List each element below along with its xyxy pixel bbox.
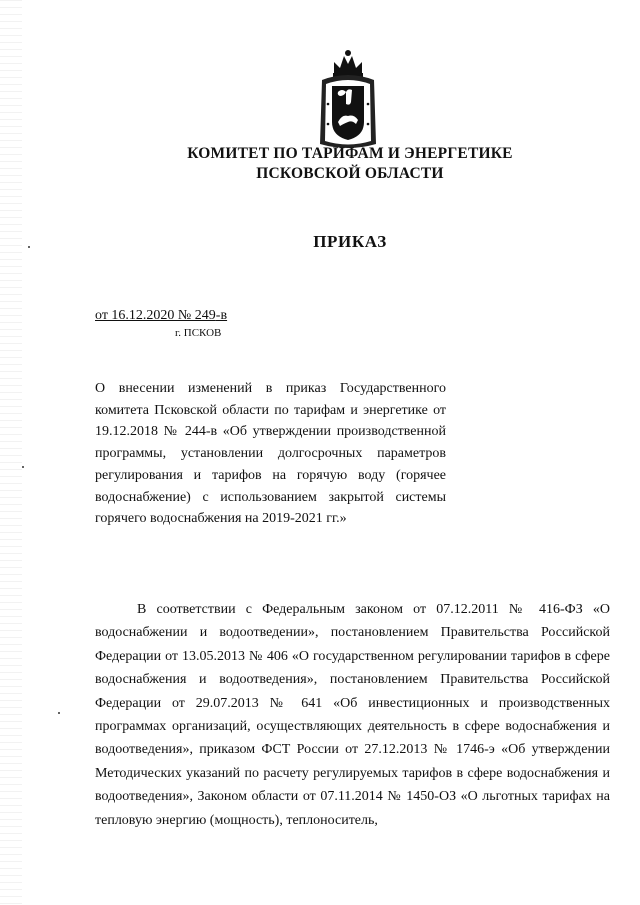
- document-body-paragraph: В соответствии с Федеральным законом от 07.12.2011 № 416-ФЗ «О водоснабжении и водоотведении», постановлением Правительства Российской Федерации от 13.05.2013 № 406 «О государственном регулировании тарифов в сфере водоснабжения и водоотведения», постановлением Правительства Российской Федерации от 29.07.2013 № 641 «Об инвестиционных и производственных программах организаций, осуществляющих деятельность в сфере водоснабжения и водоотведения», приказом ФСТ России от 27.12.2013 № 1746-э «Об утверждении Методических указаний по расчету регулируемых тарифов в сфере водоснабжения и водоотведения», Законом области от 07.11.2014 № 1450-ОЗ «О льготных тарифах на тепловую энергию (мощность), теплоноситель,: [95, 602, 610, 828]
- document-subject: О внесении изменений в приказ Государственного комитета Псковской области по тарифам и энергетике от 19.12.2018 № 244-в «Об утверждении производственной программы, установлении долгосрочных параметров регулирования и тарифов на горячую воду (горячее водоснабжение) с использованием закрытой системы горячего водоснабжения на 2019-2021 гг.»: [95, 381, 446, 527]
- organization-name-line-1: КОМИТЕТ ПО ТАРИФАМ И ЭНЕРГЕТИКЕ: [187, 145, 513, 162]
- scan-speck: [28, 246, 30, 248]
- scan-speck: [58, 712, 60, 714]
- organization-name-line-2: ПСКОВСКОЙ ОБЛАСТИ: [256, 165, 444, 182]
- document-date-number: [95, 308, 227, 324]
- coat-of-arms-icon: [316, 44, 380, 152]
- document-city: г. ПСКОВ: [175, 327, 222, 339]
- scan-speck: [22, 466, 24, 468]
- date-number-underlined: от 16.12.2020 № 249: [95, 308, 216, 323]
- document-type-title: ПРИКАЗ: [313, 232, 387, 251]
- number-suffix: -в: [215, 308, 228, 323]
- scan-edge-artifact: [0, 0, 22, 905]
